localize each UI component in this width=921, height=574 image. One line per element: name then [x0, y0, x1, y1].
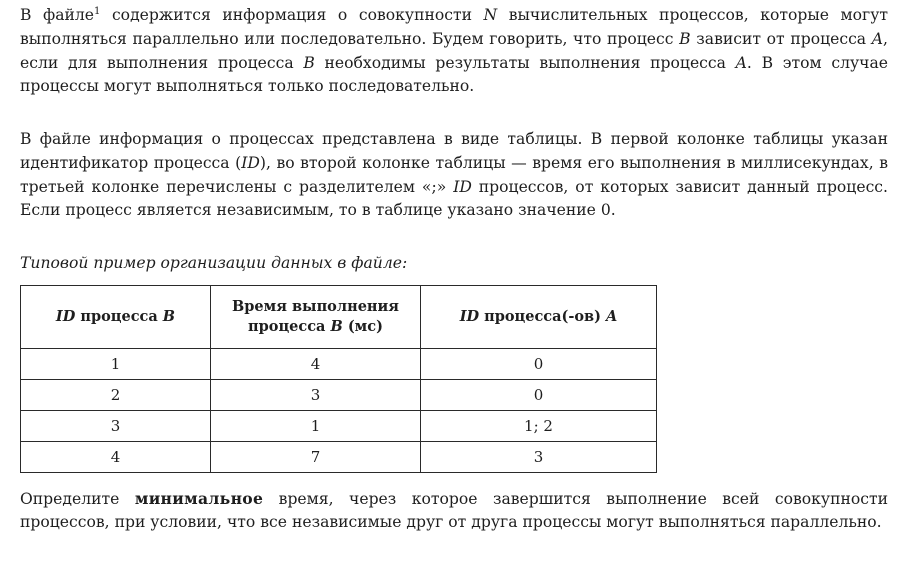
question-paragraph [20, 487, 888, 534]
process-table [20, 285, 657, 473]
cell-deps: 1; 2 [421, 411, 657, 442]
cell-deps: 0 [421, 349, 657, 380]
question-emphasis: минимальное [134, 489, 264, 508]
cell-time: 3 [211, 380, 421, 411]
intro-text: содержится информация о совокупности N вычислительных процессов, которые могут выполняться параллельно или последовательно. Будем говорить, что процесс B зависит от процесса A, если для выполнения процесса B необходимы результаты выполнения процесса A. В этом случае процессы могут выполняться только последовательно. [20, 6, 888, 96]
cell-deps: 0 [421, 380, 657, 411]
table-header-row [21, 286, 657, 349]
format-paragraph: В файле информация о процессах представлена в виде таблицы. В первой колонке таблицы указан идентификатор процесса (ID), во второй колонке таблицы — время его выполнения в миллисекундах, в третьей колонке перечислены с разделителем «;» ID процессов, от которых зависит данный процесс. Если процесс является независимым, то в таблице указано значение 0. [20, 130, 888, 220]
table-row [21, 411, 657, 442]
cell-id: 1 [21, 349, 211, 380]
cell-time: 7 [211, 442, 421, 473]
intro-paragraph [20, 4, 888, 99]
header-dependencies: ID процесса(-ов) A [421, 286, 657, 349]
table-row [21, 349, 657, 380]
cell-id: 4 [21, 442, 211, 473]
header-process-id: ID процесса B [21, 286, 211, 349]
cell-time: 4 [211, 349, 421, 380]
intro-lead: В файле [20, 6, 95, 24]
question-lead: Определите [20, 490, 135, 508]
footnote-marker: 1 [94, 6, 101, 17]
question-text: время, через которое завершится выполнение всей совокупности процессов, при условии, что все независимые друг от друга процессы могут выполняться параллельно. [20, 490, 888, 531]
cell-id: 2 [21, 380, 211, 411]
header-exec-time: Время выполнения процесса B (мс) [211, 286, 421, 349]
cell-deps: 3 [421, 442, 657, 473]
example-caption: Типовой пример организации данных в файле: [20, 254, 408, 272]
cell-time: 1 [211, 411, 421, 442]
table-row [21, 380, 657, 411]
cell-id: 3 [21, 411, 211, 442]
table-row [21, 442, 657, 473]
